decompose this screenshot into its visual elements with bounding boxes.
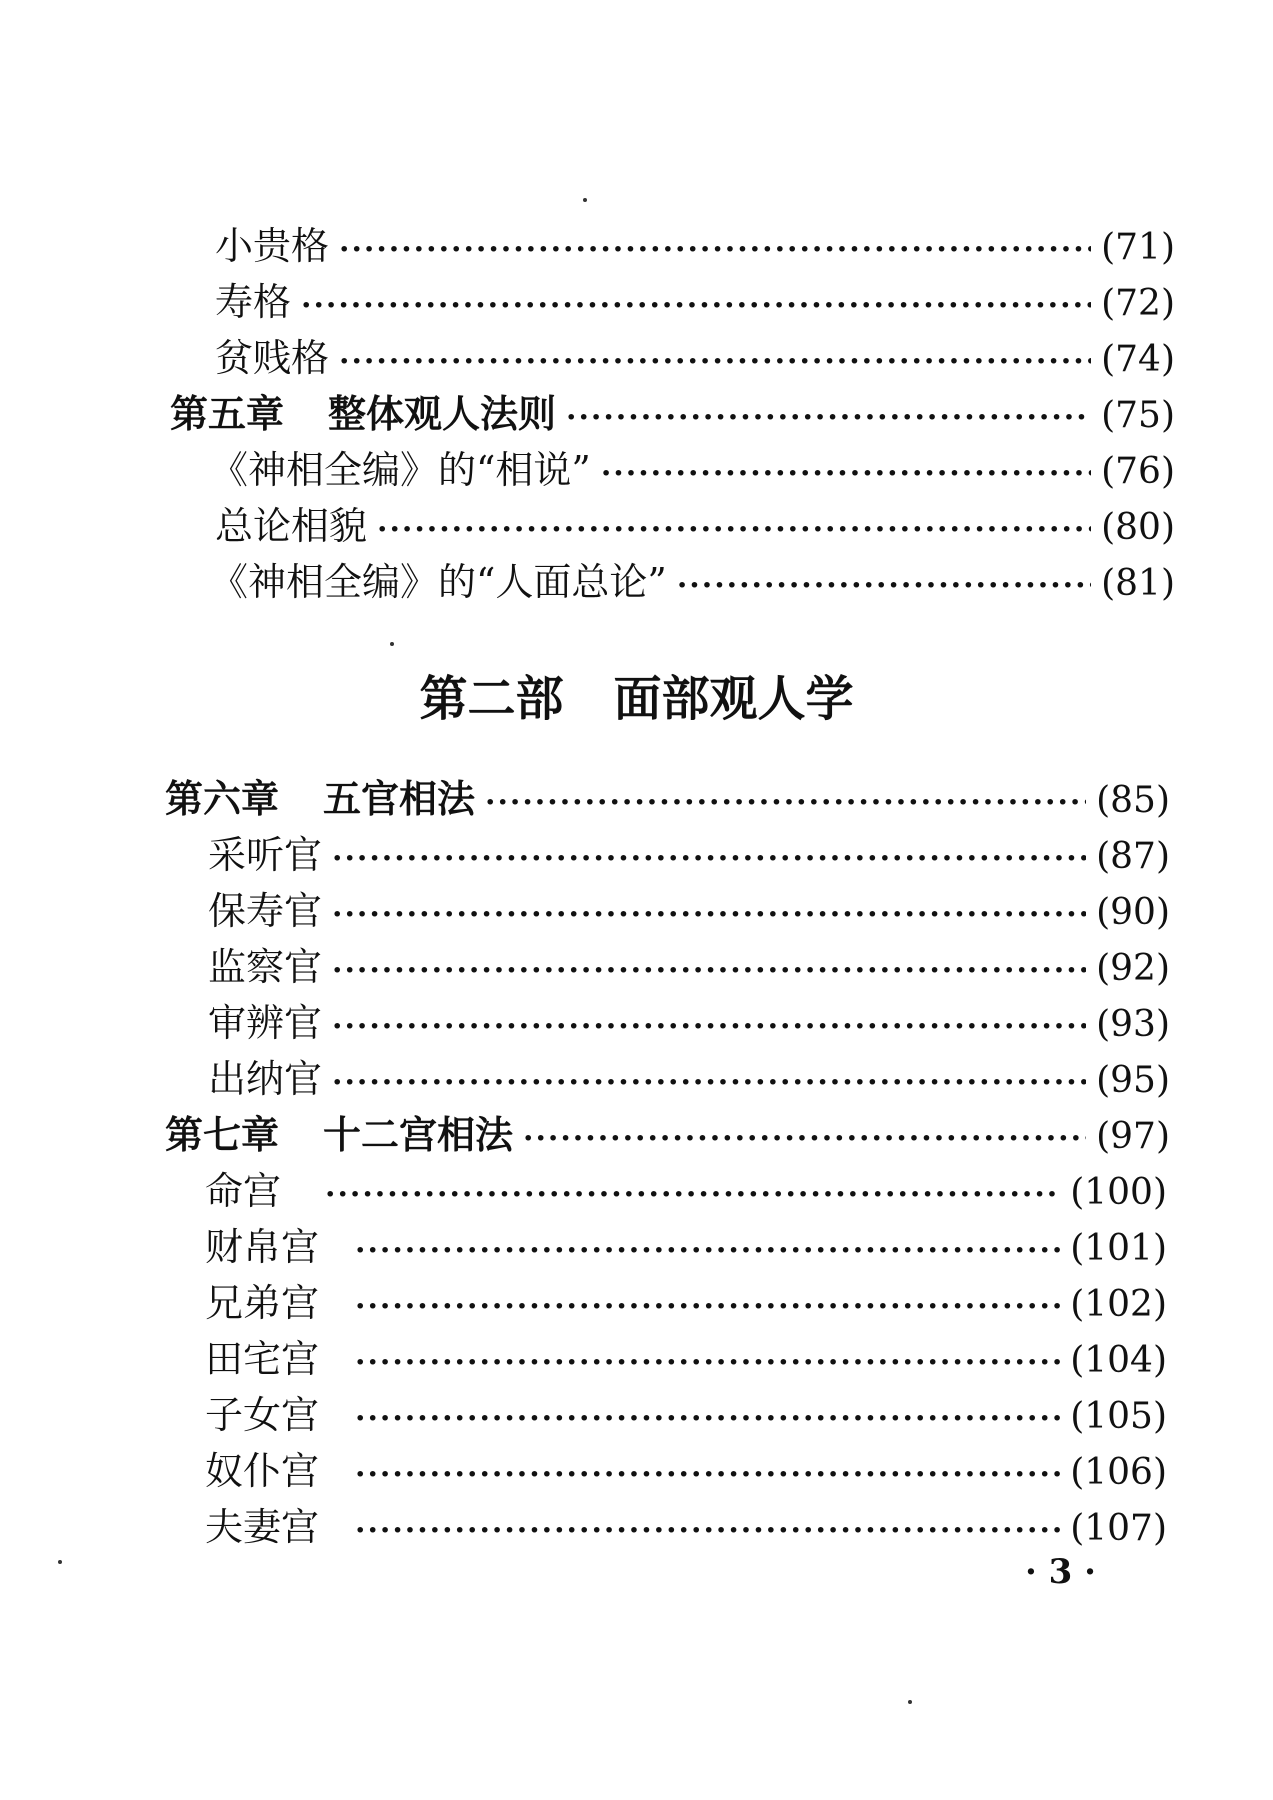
entry-page: (72) xyxy=(1101,283,1175,324)
entry-page: (93) xyxy=(1096,1004,1170,1045)
dot-leader xyxy=(377,512,1091,547)
chapter-number: 第六章 xyxy=(165,776,280,821)
part-title: 面部观人学 xyxy=(613,671,854,727)
toc-entry xyxy=(215,215,1175,268)
toc-entry xyxy=(205,1272,1167,1325)
entry-page: (85) xyxy=(1096,780,1170,821)
entry-title: 奴仆宫 xyxy=(205,1449,320,1493)
toc-entry xyxy=(205,1440,1167,1493)
dot-leader xyxy=(601,456,1091,491)
entry-page: (81) xyxy=(1101,563,1175,604)
toc-entry xyxy=(205,1328,1167,1381)
chapter-name: 五官相法 xyxy=(323,776,476,821)
entry-page: (97) xyxy=(1096,1116,1170,1157)
chapter-title xyxy=(165,768,475,823)
chapter-title xyxy=(170,383,556,438)
dot-leader xyxy=(339,232,1091,267)
scan-speck xyxy=(583,198,587,202)
entry-title: 采听官 xyxy=(208,833,323,877)
entry-page: (92) xyxy=(1096,948,1170,989)
entry-page: (100) xyxy=(1070,1172,1167,1213)
entry-title: 贫贱格 xyxy=(215,336,330,380)
entry-title: 子女宫 xyxy=(205,1393,320,1437)
entry-page: (87) xyxy=(1096,836,1170,877)
entry-title: 总论相貌 xyxy=(215,504,368,548)
entry-page: (75) xyxy=(1101,395,1175,436)
toc-entry xyxy=(215,495,1175,548)
toc-entry xyxy=(208,936,1170,989)
entry-page: (102) xyxy=(1070,1284,1167,1325)
entry-title: 监察官 xyxy=(208,945,323,989)
toc-entry xyxy=(210,551,1175,604)
toc-chapter-entry xyxy=(170,383,1175,436)
entry-page: (106) xyxy=(1070,1452,1167,1493)
page-number: · 3 · xyxy=(1025,1552,1097,1592)
chapter-name: 十二宫相法 xyxy=(323,1112,514,1157)
entry-page: (71) xyxy=(1101,227,1175,268)
entry-title: 寿格 xyxy=(215,280,292,324)
entry-page: (107) xyxy=(1070,1508,1167,1549)
part-number: 第二部 xyxy=(419,671,564,727)
entry-title: 命宫 xyxy=(205,1169,282,1213)
entry-title: 兄弟宫 xyxy=(205,1281,320,1325)
entry-title: 《神相全编》的“相说” xyxy=(210,448,591,492)
dot-leader xyxy=(332,897,1086,932)
entry-page: (74) xyxy=(1101,339,1175,380)
dot-leader xyxy=(332,841,1086,876)
dot-leader xyxy=(325,1177,1060,1212)
scan-speck xyxy=(908,1700,912,1704)
toc-entry xyxy=(210,439,1175,492)
entry-title: 审辨官 xyxy=(208,1001,323,1045)
toc-entry xyxy=(205,1216,1167,1269)
entry-page: (76) xyxy=(1101,451,1175,492)
entry-title: 保寿官 xyxy=(208,889,323,933)
dot-leader xyxy=(355,1233,1060,1268)
toc-entry xyxy=(205,1160,1167,1213)
chapter-number: 第七章 xyxy=(165,1112,280,1157)
entry-title: 夫妻宫 xyxy=(205,1505,320,1549)
scan-speck xyxy=(58,1560,62,1564)
entry-title: 《神相全编》的“人面总论” xyxy=(210,560,667,604)
dot-leader xyxy=(332,953,1086,988)
toc-entry xyxy=(208,824,1170,877)
dot-leader xyxy=(677,568,1091,603)
toc-entry xyxy=(205,1496,1167,1549)
toc-entry xyxy=(215,327,1175,380)
dot-leader xyxy=(485,785,1086,820)
dot-leader xyxy=(355,1345,1060,1380)
dot-leader xyxy=(566,400,1091,435)
dot-leader xyxy=(332,1065,1086,1100)
entry-title: 小贵格 xyxy=(215,224,330,268)
toc-entry xyxy=(208,992,1170,1045)
entry-title: 财帛宫 xyxy=(205,1225,320,1269)
entry-title: 田宅宫 xyxy=(205,1337,320,1381)
toc-entry xyxy=(208,880,1170,933)
entry-page: (80) xyxy=(1101,507,1175,548)
entry-page: (105) xyxy=(1070,1396,1167,1437)
chapter-name: 整体观人法则 xyxy=(328,391,557,436)
entry-title: 出纳官 xyxy=(208,1057,323,1101)
toc-entry xyxy=(215,271,1175,324)
entry-page: (101) xyxy=(1070,1228,1167,1269)
toc-chapter-entry xyxy=(165,768,1170,821)
scan-speck xyxy=(390,642,394,646)
dot-leader xyxy=(355,1457,1060,1492)
dot-leader xyxy=(301,288,1091,323)
dot-leader xyxy=(332,1009,1086,1044)
dot-leader xyxy=(355,1401,1060,1436)
entry-page: (95) xyxy=(1096,1060,1170,1101)
toc-entry xyxy=(208,1048,1170,1101)
chapter-number: 第五章 xyxy=(170,391,285,436)
part-heading xyxy=(0,660,1273,729)
entry-page: (104) xyxy=(1070,1340,1167,1381)
dot-leader xyxy=(355,1513,1060,1548)
dot-leader xyxy=(523,1121,1086,1156)
entry-page: (90) xyxy=(1096,892,1170,933)
toc-chapter-entry xyxy=(165,1104,1170,1157)
dot-leader xyxy=(355,1289,1060,1324)
dot-leader xyxy=(339,344,1091,379)
toc-entry xyxy=(205,1384,1167,1437)
chapter-title xyxy=(165,1104,513,1159)
